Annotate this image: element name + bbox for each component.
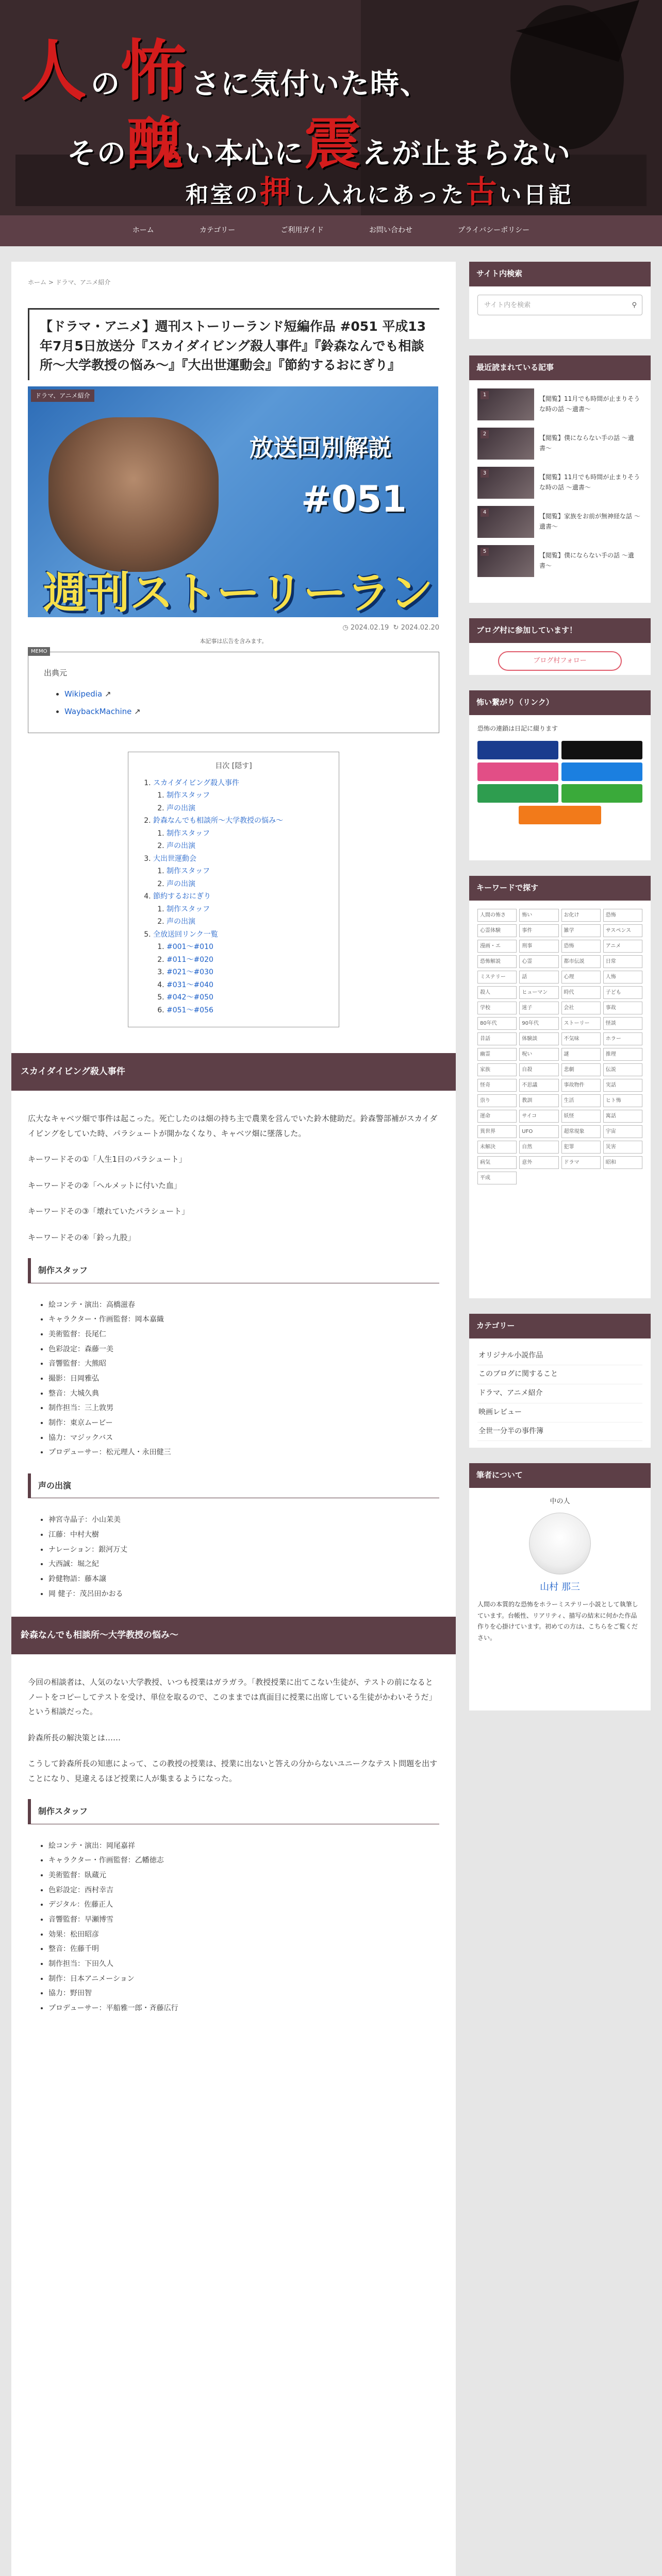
external-link-icon: ↗ [104,689,111,699]
tag-link[interactable]: 雑学 [561,924,601,937]
popular-item[interactable] [477,428,642,460]
tag-link[interactable]: 日常 [603,955,642,968]
facebook-icon[interactable] [561,762,642,781]
list-item: • 神宮寺晶子：小山茉美 [48,1513,439,1528]
toc-link[interactable]: スカイダイビング殺人事件 [153,778,240,787]
tag-link[interactable]: 80年代 [477,1017,517,1030]
author-card [477,1496,642,1644]
blogmura-follow-button[interactable]: ブログ村フォロー [498,651,622,671]
list-item: • 鈴健物語：藤本譲 [48,1572,439,1587]
toc-sublink[interactable]: #001〜#010 [167,943,213,952]
list-item: • 効果：松田昭彦 [48,1927,439,1942]
toc-title[interactable]: 目次 [隠す] [215,762,252,771]
list-item: • 制作：東京ムービー [48,1416,439,1431]
tag-link[interactable]: 病気 [477,1156,517,1169]
search-placeholder: サイト内を検索 [484,301,531,309]
tag-link[interactable]: 人間の怖さ [477,909,517,922]
paragraph: キーワードその③「壊れていたパラシュート」 [28,1207,190,1216]
toc-subitem [167,789,326,802]
eyecatch-title: 週刊ストーリーラン [43,567,434,617]
tag-link[interactable]: 90年代 [519,1017,558,1030]
tag-link[interactable]: 教訓 [519,1094,558,1107]
tag-cloud [477,909,642,1184]
list-item: • 大西誠：堀之紀 [48,1557,439,1572]
tag-link[interactable]: 事故物件 [561,1079,601,1092]
section-heading: スカイダイビング殺人事件 [11,1053,456,1091]
eyecatch-line1: 放送回別解説 [250,433,392,462]
toc-sublink[interactable]: 制作スタッフ [167,791,210,800]
toc-subitem [167,840,326,853]
staff-list [48,1298,439,1461]
search-icon[interactable]: ⚲ [632,301,637,309]
header-tagline-1: 人の怖さに気付いた時、 [21,32,431,110]
toc-sublink[interactable]: #021〜#030 [167,968,213,977]
tag-link[interactable]: 昭和 [603,1156,642,1169]
memo-box [28,648,439,734]
breadcrumb[interactable]: ホーム > ドラマ、アニメ紹介 [28,279,111,286]
tag-link[interactable]: 都市伝説 [561,955,601,968]
tag-link[interactable]: 超常現象 [561,1125,601,1138]
list-item: • 制作担当：下田久人 [48,1957,439,1972]
toc-sublink[interactable]: 制作スタッフ [167,867,210,876]
popular-thumbnail [477,388,534,420]
article-title-box [28,308,439,380]
popular-thumbnail [477,545,534,577]
ad-notice: 本記事は広告を含みます。 [200,637,268,645]
tag-link[interactable]: 意外 [519,1156,558,1169]
paragraph: 鈴森所長の解決策とは…… [28,1733,121,1742]
toc-subitem [167,941,326,954]
toc-item [153,853,326,891]
paragraph: キーワードその④「鈴っ九股」 [28,1232,136,1242]
toc-item [153,777,326,815]
toc-subitem [167,966,326,979]
subsection-heading: 制作スタッフ [28,1799,439,1824]
table-of-contents [128,752,339,1027]
toc-subitem [167,903,326,916]
page-title: 【ドラマ・アニメ】週刊ストーリーランド短編作品 #051 平成13年7月5日放送分『スカイダイビング殺人事件』『鈴森なんでも相談所〜大学教授の悩み〜』『大出世運動会』『節約するおにぎり』 [40,319,426,373]
toc-sublink[interactable]: 声の出演 [167,804,195,812]
toc-item [153,928,326,1017]
tag-link[interactable]: 祟り [477,1094,517,1107]
popular-thumbnail [477,428,534,460]
nav-home[interactable]: ホーム [132,226,154,235]
tag-link[interactable]: 話 [519,971,558,984]
home-icon[interactable] [477,741,558,759]
tag-link[interactable]: 子ども [603,986,642,999]
rank-badge: 2 [481,430,489,438]
tag-link[interactable]: 災害 [603,1141,642,1154]
nav-privacy[interactable]: プライバシーポリシー [457,226,530,235]
list-item: • 色彩設定：森藤一美 [48,1342,439,1357]
tag-link[interactable]: 漫画・エ [477,940,517,953]
site-title[interactable]: 和室の押し入れにあった古い日記 [186,174,573,210]
paragraph: こうして鈴森所長の知恵によって、この教授の授業は、授業に出ないと答えの分からないユニークなテスト問題を出すことになり、見違えるほど授業に人が集まるようになった。 [28,1759,438,1783]
widget-heading: 筆者について [469,1463,651,1488]
tag-link[interactable]: サスペンス [603,924,642,937]
list-item: • 絵コンテ・演出：岡尾嘉祥 [48,1839,439,1854]
list-item: • 制作：日本アニメーション [48,1972,439,1987]
tag-link[interactable]: 宇宙 [603,1125,642,1138]
toc-subitem [167,827,326,840]
paragraph: 今回の相談者は、人気のない大学教授、いつも授業はガラガラ。「教授授業に出てこない生徒が、テストの前になるとノートをコピーしてテストを受け、単位を取るので、このままでは真面目に授業に出席している生徒がかわいそうだ」という相談だった。 [28,1677,437,1717]
tag-link[interactable]: 伝説 [603,1063,642,1076]
tag-link[interactable]: 自然 [519,1141,558,1154]
category-link[interactable]: このブログに関すること [477,1365,642,1384]
popular-item[interactable] [477,467,642,499]
toc-sublist [167,865,326,890]
toc-sublink[interactable]: 声の出演 [167,842,195,851]
external-link-icon: ↗ [134,706,141,716]
author-name[interactable]: 山村 那三 [540,1581,580,1592]
list-item: • プロデューサー：平船雅一郎・斉藤広行 [48,2001,439,2016]
sidebar-popular [469,355,651,603]
tag-link[interactable]: アニメ [603,940,642,953]
nav-category[interactable]: カテゴリー [199,226,236,235]
tag-link[interactable]: 昔話 [477,1032,517,1045]
toc-sublink[interactable]: 声の出演 [167,918,195,926]
toc-list [153,777,326,1017]
tag-link[interactable]: 会社 [561,1002,601,1014]
tag-link[interactable]: 謎 [561,1048,601,1061]
tag-link[interactable]: ヒューマン [519,986,558,999]
tag-link[interactable]: 刑事 [519,940,558,953]
published-date: 2024.02.19 [350,623,389,632]
category-list [477,1347,642,1442]
sidebar-blogmura [469,618,651,675]
tag-link[interactable]: 不気味 [561,1032,601,1045]
list-item: • 音響監督：大熊昭 [48,1357,439,1371]
widget-heading: キーワードで探す [469,876,651,901]
tag-link[interactable]: 心霊 [519,955,558,968]
tag-link[interactable]: 事件 [519,924,558,937]
tag-link[interactable]: 怖い [519,909,558,922]
tag-link[interactable]: 生活 [561,1094,601,1107]
popular-thumbnail [477,506,534,538]
toc-link[interactable]: 鈴森なんでも相談所〜大学教授の悩み〜 [153,817,283,825]
popular-item[interactable] [477,545,642,577]
subsection-heading: 声の出演 [28,1473,439,1498]
toc-sublist [167,789,326,815]
widget-heading: カテゴリー [469,1314,651,1338]
nav-guide[interactable]: ご利用ガイド [280,226,324,235]
toc-item [153,815,326,853]
toc-sublink[interactable]: #031〜#040 [167,980,213,989]
list-item: • 絵コンテ・演出：高橋滋春 [48,1298,439,1313]
list-item: • 協力：マジックバス [48,1431,439,1446]
toc-subitem [167,802,326,815]
sidebar-author [469,1463,651,1710]
toc-sublink[interactable]: #042〜#050 [167,993,213,1002]
toc-item [153,890,326,928]
site-header[interactable] [0,0,662,215]
tag-link[interactable]: 事故 [603,1002,642,1014]
category-link[interactable]: 映画レビュー [477,1403,642,1422]
tag-link[interactable]: 悲劇 [561,1063,601,1076]
tag-link[interactable]: 心理 [561,971,601,984]
staff-list [48,1839,439,2016]
rank-badge: 5 [481,548,489,556]
memo-link-wayback[interactable]: WaybackMachine [64,706,132,716]
toc-sublink[interactable]: 制作スタッフ [167,829,210,838]
tag-link[interactable]: 体験談 [519,1032,558,1045]
popular-thumbnail [477,467,534,499]
tag-link[interactable]: 恐怖 [561,940,601,953]
memo-links [64,688,423,718]
list-item: • 岡 健子：茂呂田かおる [48,1587,439,1602]
memo-title: 出典元 [44,668,68,677]
list-item: • 制作担当：三上敦男 [48,1401,439,1416]
tag-link[interactable]: 犯罪 [561,1141,601,1154]
list-item: • 色彩設定：西村幸吉 [48,1883,439,1898]
author-bio: 人間の本質的な恐怖をホラーミステリー小説として執筆しています。台帳性、リアリティ、描写の結末に何かた作品作りを心掛けています。初めての方は、こちらをご覧ください。 [477,1601,638,1641]
tag-link[interactable]: 異世界 [477,1125,517,1138]
toc-sublist [167,827,326,853]
list-item: • 江藤：中村大樹 [48,1528,439,1543]
clock-icon: ◷ [342,623,349,632]
toc-subitem [167,979,326,992]
toc-subitem [167,991,326,1004]
tag-link[interactable]: 平成 [477,1172,517,1184]
tag-link[interactable]: 未解決 [477,1141,517,1154]
tag-link[interactable]: 時代 [561,986,601,999]
sidebar-keywords [469,876,651,1298]
tag-link[interactable]: お化け [561,909,601,922]
category-link[interactable]: ドラマ、アニメ紹介 [477,1384,642,1403]
toc-link[interactable]: 全放送回リンク一覧 [153,930,218,939]
category-link[interactable]: 全世一分半の事件簿 [477,1422,642,1442]
toc-sublink[interactable]: 制作スタッフ [167,905,210,913]
instagram-icon[interactable] [477,762,558,781]
tag-link[interactable]: 寓話 [603,1110,642,1123]
memo-link-wikipedia[interactable]: Wikipedia [64,689,103,699]
tag-link[interactable]: UFO [519,1125,558,1138]
tag-link[interactable]: サイコ [519,1110,558,1123]
toc-sublink[interactable]: 声の出演 [167,879,195,888]
search-input[interactable] [477,295,642,315]
list-item: • キャラクター・作画監督：乙幡徳志 [48,1853,439,1868]
list-item: • 美術監督：長尾仁 [48,1327,439,1342]
popular-title[interactable]: 【閲覧】11月でも時間が止まりそうな時の話 〜遺書〜 [539,395,640,413]
follow-text: 恐怖の連鎖は日記に綴ります [477,724,558,732]
rank-badge: 1 [481,391,489,399]
list-item [64,688,423,701]
tag-link[interactable]: ドラマ [561,1156,601,1169]
eyecatch-image [28,386,438,617]
list-item: • デジタル：佐藤正人 [48,1897,439,1912]
paragraph: キーワードその②「ヘルメットに付いた血」 [28,1180,181,1190]
section-heading: 鈴森なんでも相談所〜大学教授の悩み〜 [11,1617,456,1654]
popular-item[interactable] [477,506,642,538]
list-item: • 整音：佐藤千明 [48,1942,439,1957]
tag-link[interactable]: 幽霊 [477,1048,517,1061]
tag-link[interactable]: 恐怖 [603,909,642,922]
rank-badge: 4 [481,509,489,517]
paragraph: キーワードその①「人生1日のパラシュート」 [28,1155,187,1164]
tag-link[interactable]: ヒト怖 [603,1094,642,1107]
toc-subitem [167,878,326,891]
popular-list [477,388,642,577]
tag-link[interactable]: 推理 [603,1048,642,1061]
rank-badge: 3 [481,469,489,478]
nav-contact[interactable]: お問い合わせ [369,226,412,235]
cast-list [48,1513,439,1601]
tag-link[interactable]: 人怖 [603,971,642,984]
sidebar-search [469,262,651,339]
list-item: • 美術監督：臥蔵元 [48,1868,439,1883]
refresh-icon: ↻ [393,623,399,632]
list-item: • プロデューサー：松元理人・永田健三 [48,1445,439,1460]
eyecatch-category-label[interactable]: ドラマ、アニメ紹介 [31,389,94,402]
rss-icon[interactable] [519,806,601,824]
list-item [64,705,423,719]
tag-link[interactable]: 迷子 [519,1002,558,1014]
line-icon[interactable] [561,784,642,803]
list-item: • ナレーション：銀河万丈 [48,1543,439,1557]
list-item: • キャラクター・作画監督：岡本嘉織 [48,1312,439,1327]
toc-subitem [167,1004,326,1017]
popular-item[interactable] [477,388,642,420]
post-dates [28,622,439,634]
popular-title[interactable]: 【閲覧】僕にならない手の話 〜遺書〜 [539,434,634,452]
x-icon[interactable] [561,741,642,759]
global-nav [0,215,662,246]
tag-link[interactable]: ミステリー [477,971,517,984]
tag-link[interactable]: ストーリー [561,1017,601,1030]
tag-link[interactable]: 怪談 [603,1017,642,1030]
sidebar-categories [469,1314,651,1448]
tag-link[interactable]: 自殺 [519,1063,558,1076]
list-item: • 音響監督：早瀬博雪 [48,1912,439,1927]
widget-heading: 最近読まれている記事 [469,355,651,380]
toc-sublink[interactable]: #011〜#020 [167,955,213,964]
feedly-icon[interactable] [477,784,558,803]
memo-tag: MEMO [28,647,50,656]
toc-subitem [167,865,326,878]
list-item: • 撮影：日岡雅弘 [48,1371,439,1386]
widget-heading: 怖い繋がり（リンク） [469,690,651,715]
tag-link[interactable]: 妖怪 [561,1110,601,1123]
eyecatch-character [48,417,219,572]
author-caption: 中の人 [550,1497,570,1505]
tag-link[interactable]: 殺人 [477,986,517,999]
popular-title[interactable]: 【閲覧】僕にならない手の話 〜遺書〜 [539,552,634,569]
tag-link[interactable]: 怪奇 [477,1079,517,1092]
toc-subitem [167,916,326,928]
tag-link[interactable]: 家族 [477,1063,517,1076]
tag-link[interactable]: 不思議 [519,1079,558,1092]
list-item: • 整音：大城久典 [48,1386,439,1401]
list-item: • 協力：野田智 [48,1986,439,2001]
tag-link[interactable]: 呪い [519,1048,558,1061]
toc-subitem [167,954,326,967]
tag-link[interactable]: 運命 [477,1110,517,1123]
widget-heading: ブログ村に参加しています！ [469,618,651,643]
subsection-heading: 制作スタッフ [28,1258,439,1283]
tag-link[interactable]: 実話 [603,1079,642,1092]
paragraph: 広大なキャベツ畑で事件は起こった。死亡したのは畑の持ち主で農業を営んでいた鈴木健助だ。鈴森警部補がスカイダイビングをしていた時、パラシュートが開かなくなり、キャベツ畑に墜落した。 [28,1114,438,1138]
header-tagline-2: その醜い本心に震えが止まらない [67,110,571,177]
widget-heading: サイト内検索 [469,262,651,286]
tag-link[interactable]: 学校 [477,1002,517,1014]
tag-link[interactable]: 恐怖解説 [477,955,517,968]
follow-buttons [477,741,642,824]
toc-sublink[interactable]: #051〜#056 [167,1006,213,1014]
category-link[interactable]: オリジナル小説作品 [477,1347,642,1366]
updated-date: 2024.02.20 [401,623,439,632]
tag-link[interactable]: 心霊体験 [477,924,517,937]
toc-sublist [167,903,326,928]
sidebar-follow [469,690,651,860]
avatar [529,1513,591,1574]
popular-title[interactable]: 【閲覧】11月でも時間が止まりそうな時の話 〜遺書〜 [539,473,640,491]
popular-title[interactable]: 【閲覧】家族をお前が無神経な話 〜遺書〜 [539,513,640,530]
eyecatch-line2: #051 [301,478,407,520]
toc-sublist [167,941,326,1016]
tag-link[interactable]: ホラー [603,1032,642,1045]
toc-link[interactable]: 節約するおにぎり [153,892,211,901]
toc-link[interactable]: 大出世運動会 [153,854,196,863]
main-content [11,262,456,2576]
